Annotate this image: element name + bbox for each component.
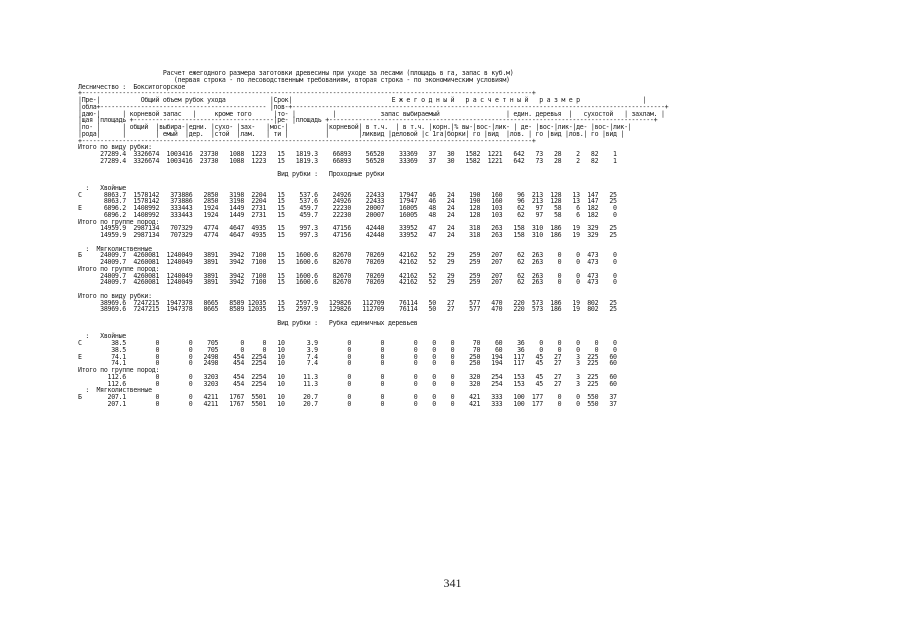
- report-line: Итого по группе пород:: [78, 264, 160, 273]
- report-line: Б 24009.7 4260081 1240049 3891 3942 7100 15 1600.6 82670 70269 42162 52 29 259 207 62 263 0 0 473 0: [78, 251, 617, 260]
- report-line: 24009.7 4260081 1240049 3891 3942 7100 15 1600.6 82670 70269 42162 52 29 259 207 62 263 0 0 473 0: [78, 258, 617, 266]
- report-line: |Пре-| Общий объем рубок ухода |Срок| Е ж е г о д н ы й р а с ч е т н ы й р а з м е р |: [78, 96, 647, 104]
- report-line: : Хвойные: [78, 183, 126, 192]
- report-line: 27289.4 3326674 1003416 23730 1088 1223 15 1819.3 66893 56520 33369 37 30 1582 1221 642 73 28 2 82 1: [78, 150, 617, 158]
- report-line: Итого по группе пород:: [78, 366, 160, 374]
- report-line: 38969.6 7247215 1947378 8665 8589 12035 15 2597.9 129826 112709 76114 50 27 577 470 220 573 186 19 802 25: [78, 305, 617, 314]
- report-line: 8063.7 1578142 373886 2850 3198 2204 15 537.6 24926 22433 17947 46 24 190 160 96 213 128 13 147 25: [78, 197, 617, 206]
- report-line: Б 207.1 0 0 4211 1767 5501 10 20.7 0 0 0 0 0 421 333 100 177 0 0 550 37: [78, 393, 617, 401]
- report-line: +--------------------------------------------------------------------------------------------------------------------------+: [78, 136, 536, 145]
- report-line: 38969.6 7247215 1947378 8665 8589 12035 15 2597.9 129826 112709 76114 50 27 577 470 220 573 186 19 802 25: [78, 298, 617, 307]
- report-line: С 8063.7 1578142 373886 2850 3198 2204 15 537.6 24926 22433 17947 46 24 190 160 96 213 128 13 147 25: [78, 190, 617, 199]
- report-line: 24009.7 4260081 1240049 3891 3942 7100 15 1600.6 82670 70269 42162 52 29 259 207 62 263 0 0 473 0: [78, 271, 617, 280]
- report-line: Расчет ежегодного размера заготовки древесины при уходе за лесами (площадь в га, запас в куб.м): [78, 69, 514, 77]
- report-line: : Мягколиственные: [78, 244, 152, 253]
- report-line: 112.6 0 0 3203 454 2254 10 11.3 0 0 0 0 0 320 254 153 45 27 3 225 60: [78, 379, 617, 388]
- report-line: [78, 286, 668, 293]
- report-line: : Хвойные: [78, 332, 126, 341]
- report-line: 14959.9 2987134 707329 4774 4647 4935 15 997.3 47156 42440 33952 47 24 318 263 158 310 186 19 329 25: [78, 224, 617, 233]
- report-text-block: [78, 70, 668, 408]
- report-line: Вид рубки : Рубка единичных деревьев: [78, 318, 418, 327]
- report-line: |даю-| | корневой запас | кроме того |то- | | запас выбираемый | един. деревья | сухостой | захлам. |: [78, 109, 665, 118]
- report-line: |по- | | общий |выбира-|едни. |сухо- |зах- |мос-| |корневой| в т.ч. | в т.ч. |корн.|% вы-|вос-|лик- | де- |вос-|лик-|де- |вос-|лик-|: [78, 123, 632, 131]
- page-number: 341: [443, 576, 462, 590]
- report-line: Итого по виду рубки:: [78, 291, 152, 300]
- report-line: [78, 327, 668, 334]
- report-line: 24009.7 4260081 1240049 3891 3942 7100 15 1600.6 82670 70269 42162 52 29 259 207 62 263 0 0 473 0: [78, 278, 617, 287]
- report-line: |рода| | | емый |дер. |стой |лам. | ти | | |ликвид |деловой |с 1га|борки| го |вид |лов. | го |вид |лов.| го |вид |: [78, 129, 625, 138]
- report-line: 6896.2 1408992 333443 1924 1449 2731 15 459.7 22230 20007 16005 48 24 128 103 62 97 58 6 182 0: [78, 210, 617, 219]
- report-line: 74.1 0 0 2498 454 2254 10 7.4 0 0 0 0 0 250 194 117 45 27 3 225 60: [78, 359, 617, 368]
- report-line: 112.6 0 0 3203 454 2254 10 11.3 0 0 0 0 0 320 254 153 45 27 3 225 60: [78, 372, 617, 381]
- report-line: Е 74.1 0 0 2498 454 2254 10 7.4 0 0 0 0 0 250 194 117 45 27 3 225 60: [78, 352, 617, 361]
- report-line: +--------------------------------------------------------------------------------------------------------------------------+: [78, 89, 536, 98]
- report-line: |щая |площадь +--------------------------------------|ре- |площадь +----------------------------------------------------------------------------------------+: [78, 116, 658, 125]
- report-line: |обла+--------------------------------------------- |пов-+-----------------------------------------------------------------------------------------------------+: [78, 102, 669, 111]
- report-line: 27289.4 3326674 1003416 23730 1088 1223 15 1819.3 66893 56520 33369 37 30 1582 1221 642 73 28 2 82 1: [78, 156, 617, 165]
- report-line: 38.5 0 0 705 0 0 10 3.9 0 0 0 0 0 70 60 36 0 0 0 0 0: [78, 345, 617, 354]
- report-line: Е 6896.2 1408992 333443 1924 1449 2731 15 459.7 22230 20007 16005 48 24 128 103 62 97 58 6 182 0: [78, 204, 617, 212]
- report-line: Итого по группе пород:: [78, 217, 160, 226]
- report-line: 14959.9 2987134 707329 4774 4647 4935 15 997.3 47156 42440 33952 47 24 318 263 158 310 186 19 329 25: [78, 231, 617, 239]
- report-line: [78, 178, 668, 185]
- report-line: Лесничество : Бокситогорское: [78, 82, 186, 91]
- report-line: Итого по виду рубки:: [78, 143, 152, 152]
- report-line: [78, 239, 668, 246]
- report-line: 207.1 0 0 4211 1767 5501 10 20.7 0 0 0 0 0 421 333 100 177 0 0 550 37: [78, 399, 617, 408]
- report-line: С 38.5 0 0 705 0 0 10 3.9 0 0 0 0 0 70 60 36 0 0 0 0 0: [78, 339, 617, 347]
- report-line: : Мягколиственные: [78, 386, 152, 395]
- report-line: (первая строка - по лесоводственным требованиям, вторая строка - по экономическим условиям): [78, 75, 510, 84]
- report-line: Вид рубки : Проходные рубки: [78, 170, 385, 179]
